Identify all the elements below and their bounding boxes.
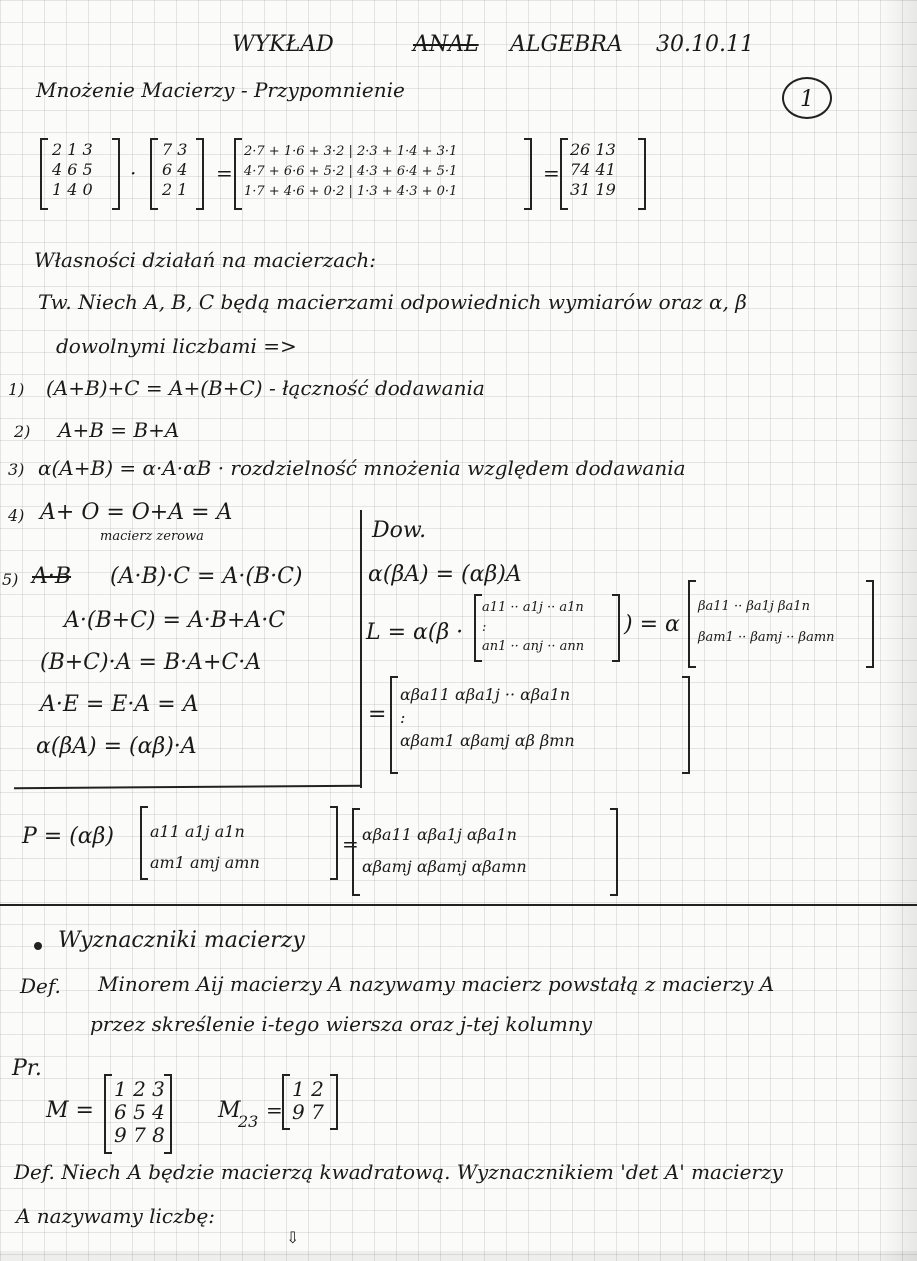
example-label: Pr. [12, 1056, 42, 1081]
property-5a: (A·B)·C = A·(B·C) [110, 564, 303, 589]
p-line-lhs: P = (αβ) [22, 824, 114, 849]
header-subject: ALGEBRA [510, 32, 623, 57]
p-matrix-right-bracket [330, 806, 338, 880]
equals-sign-2: = [543, 161, 560, 185]
proof-line-2-lhs: L = α(β · [366, 620, 464, 645]
minor-left-bracket [282, 1074, 290, 1130]
matrix-m4 [570, 140, 616, 200]
property-3-number: 3) [8, 460, 25, 479]
property-5e: α(βA) = (αβ)·A [36, 734, 197, 759]
page-number-circle [782, 77, 832, 119]
definition-line-1: Minorem Aij macierzy A nazywamy macierz powstałą z macierzy A [98, 972, 775, 996]
theorem-line-1: Tw. Niech A, B, C będą macierzami odpowiednich wymiarów oraz α, β [38, 290, 747, 314]
m3-right-bracket [524, 138, 532, 210]
m1-row: 2 1 3 [52, 140, 93, 159]
proof-divider-horizontal [14, 785, 362, 789]
bullet-dot [34, 942, 42, 950]
matrix-m-row: 1 2 3 [114, 1077, 165, 1101]
proof-divider-vertical [360, 510, 362, 788]
p-result-row: αβamj αβamj αβamn [362, 857, 527, 877]
page-number: 1 [800, 87, 814, 112]
proof-matrix-c-row: αβam1 αβamj αβ βmn [400, 731, 575, 751]
property-4: A+ O = O+A = A [40, 500, 233, 525]
proof-matrix-c-left-bracket [390, 676, 398, 774]
m1-left-bracket [40, 138, 48, 210]
proof-matrix-row: a11 ·· a1j ·· a1n [482, 600, 584, 615]
m4-row: 26 13 [570, 140, 616, 159]
property-5b: A·(B+C) = A·B+A·C [64, 608, 286, 633]
m3-row: 1·7 + 4·6 + 0·2 | 1·3 + 4·3 + 0·1 [244, 184, 458, 200]
p-result-left-bracket [352, 808, 360, 896]
property-1-number: 1) [8, 380, 25, 399]
proof-matrix-a [482, 598, 584, 657]
proof-matrix-b-row: βa11 ·· βa1j βa1n [698, 599, 810, 614]
property-2-number: 2) [14, 422, 31, 441]
m3-row: 4·7 + 6·6 + 5·2 | 4·3 + 6·4 + 5·1 [244, 164, 458, 180]
proof-matrix-row: an1 ·· anj ·· ann [482, 639, 585, 654]
property-5-number: 5) [2, 570, 19, 589]
minor-equals: = [266, 1098, 283, 1122]
m1-right-bracket [112, 138, 120, 210]
matrix-m-row: 9 7 8 [114, 1123, 165, 1147]
section-separator [0, 904, 917, 906]
matrix-m-left-bracket [104, 1074, 112, 1154]
m1-row: 4 6 5 [52, 160, 93, 179]
theorem-line-2: dowolnymi liczbami => [56, 334, 297, 358]
p-result-row: αβa11 αβa1j αβa1n [362, 825, 517, 844]
proof-matrix-b [698, 590, 835, 652]
m3-row: 2·7 + 1·6 + 3·2 | 2·3 + 1·4 + 3·1 [244, 144, 458, 159]
p-result-right-bracket [610, 808, 618, 896]
definition-line-2: przez skreślenie i-tego wiersza oraz j-tej kolumny [90, 1012, 592, 1036]
property-5-crossed: A·B [32, 564, 72, 589]
property-3: α(A+B) = α·A·αB · rozdzielność mnożenia względem dodawania [38, 456, 686, 480]
m2-row: 7 3 [162, 140, 188, 159]
matrix-m3 [244, 142, 457, 202]
property-5c: (B+C)·A = B·A+C·A [40, 650, 262, 675]
bottom-strip [0, 1251, 917, 1261]
page-edge-shadow [879, 0, 917, 1261]
property-2: A+B = B+A [58, 418, 180, 442]
equals-sign: = [216, 161, 233, 185]
proof-matrix-c-row: : [400, 707, 406, 727]
minor-matrix-row: 9 7 [292, 1100, 324, 1124]
matrix-m2 [162, 140, 187, 200]
m4-row: 31 19 [570, 180, 616, 199]
m3-left-bracket [234, 138, 242, 210]
matrix-m1 [52, 140, 93, 200]
p-matrix-row: am1 amj amn [150, 852, 260, 872]
header-lecture: WYKŁAD [232, 32, 334, 57]
section3-title: Wyznaczniki macierzy [58, 928, 305, 953]
matrix-m [114, 1078, 165, 1147]
p-result-matrix [362, 816, 527, 880]
m4-row: 74 41 [570, 160, 616, 179]
m2-row: 2 1 [162, 180, 188, 199]
proof-line-3-equals: = [368, 702, 387, 727]
m2-row: 6 4 [162, 160, 188, 179]
property-5d: A·E = E·A = A [40, 692, 199, 717]
proof-matrix-b-left-bracket [688, 580, 696, 668]
definition-2-line-2: A nazywamy liczbę: [16, 1204, 216, 1228]
matrix-m-right-bracket [164, 1074, 172, 1154]
p-matrix [150, 814, 260, 875]
matrix-m-label: M = [46, 1098, 94, 1123]
m4-left-bracket [560, 138, 568, 210]
proof-matrix-c-row: αβa11 αβa1j ·· αβa1n [400, 685, 571, 704]
minor-subscript: 23 [238, 1112, 259, 1131]
down-arrow-icon: ⇩ [286, 1228, 300, 1247]
minor-label: M [218, 1098, 241, 1123]
minor-matrix [292, 1078, 324, 1124]
proof-title: Dow. [372, 518, 427, 543]
proof-matrix-c-right-bracket [682, 676, 690, 774]
multiply-dot: · [130, 161, 137, 185]
p-matrix-row: a11 a1j a1n [150, 822, 245, 841]
definition-label: Def. [20, 974, 61, 998]
proof-matrix-row: : [482, 619, 487, 635]
zero-matrix-label: macierz zerowa [100, 529, 204, 544]
proof-matrix-b-right-bracket [866, 580, 874, 668]
p-line-equals: = [342, 832, 359, 856]
proof-matrix-c [400, 682, 575, 754]
m2-right-bracket [196, 138, 204, 210]
proof-line-2-rhs: ) = α [624, 612, 680, 637]
proof-matrix-b-row: βam1 ·· βamj ·· βamn [698, 629, 835, 645]
section2-title: Własności działań na macierzach: [34, 248, 377, 272]
header-crossed-word: ANAL [413, 32, 479, 57]
property-4-number: 4) [8, 506, 25, 525]
proof-matrix-left-bracket [474, 594, 482, 662]
m2-left-bracket [150, 138, 158, 210]
proof-matrix-right-bracket [612, 594, 620, 662]
m4-right-bracket [638, 138, 646, 210]
section1-title: Mnożenie Macierzy - Przypomnienie [36, 78, 405, 102]
minor-right-bracket [330, 1074, 338, 1130]
proof-line-1: α(βA) = (αβ)A [368, 562, 522, 587]
header-date: 30.10.11 [656, 32, 754, 57]
minor-matrix-row: 1 2 [292, 1077, 324, 1101]
p-matrix-left-bracket [140, 806, 148, 880]
matrix-m-row: 6 5 4 [114, 1100, 165, 1124]
m1-row: 1 4 0 [52, 180, 93, 199]
property-1: (A+B)+C = A+(B+C) - łączność dodawania [46, 376, 485, 400]
definition-2-line-1: Def. Niech A będzie macierzą kwadratową. Wyznacznikiem 'det A' macierzy [14, 1160, 783, 1184]
